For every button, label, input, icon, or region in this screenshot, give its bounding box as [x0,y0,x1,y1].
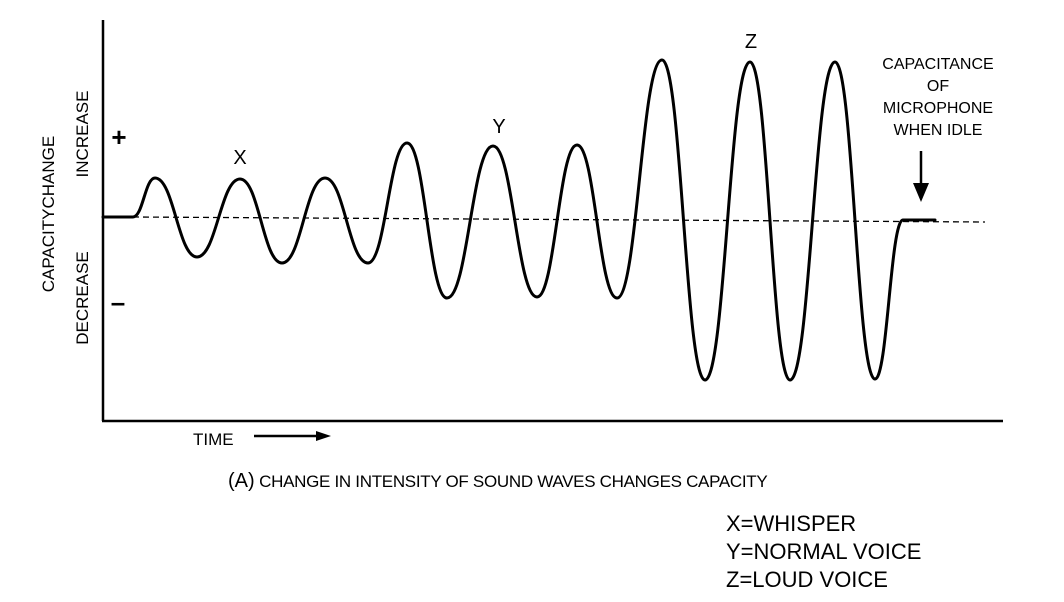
x-axis-time-label: TIME [193,430,234,449]
legend [726,510,921,594]
idle-arrow [913,151,929,202]
time-arrow [254,431,331,441]
legend-item-loud-voice: Z=LOUD VOICE [726,567,888,592]
y-axis-decrease-label: DECREASE [73,251,92,345]
caption-prefix: (A) [228,470,255,492]
legend-item-whisper: X=WHISPER [726,511,857,536]
capacity-waveform [103,60,935,380]
y-axis-increase-label: INCREASE [73,90,92,178]
wave-label-y: Y [492,116,506,138]
idle-annotation-line-1: CAPACITANCE [882,56,994,73]
idle-annotation-line-4: WHEN IDLE [893,122,983,139]
idle-annotation-line-3: MICROPHONE [882,100,994,117]
wave-label-x: X [233,147,247,169]
legend-item-normal-voice: Y=NORMAL VOICE [726,539,922,564]
minus-sign: – [110,287,126,317]
plus-sign: + [111,122,127,152]
caption-text: CHANGE IN INTENSITY OF SOUND WAVES CHANGES CAPACITY [259,472,768,491]
wave-label-z: Z [744,31,758,53]
y-axis-title: CAPACITYCHANGE [39,135,58,293]
idle-annotation-line-2: OF [926,78,950,95]
figure-caption [228,470,767,493]
